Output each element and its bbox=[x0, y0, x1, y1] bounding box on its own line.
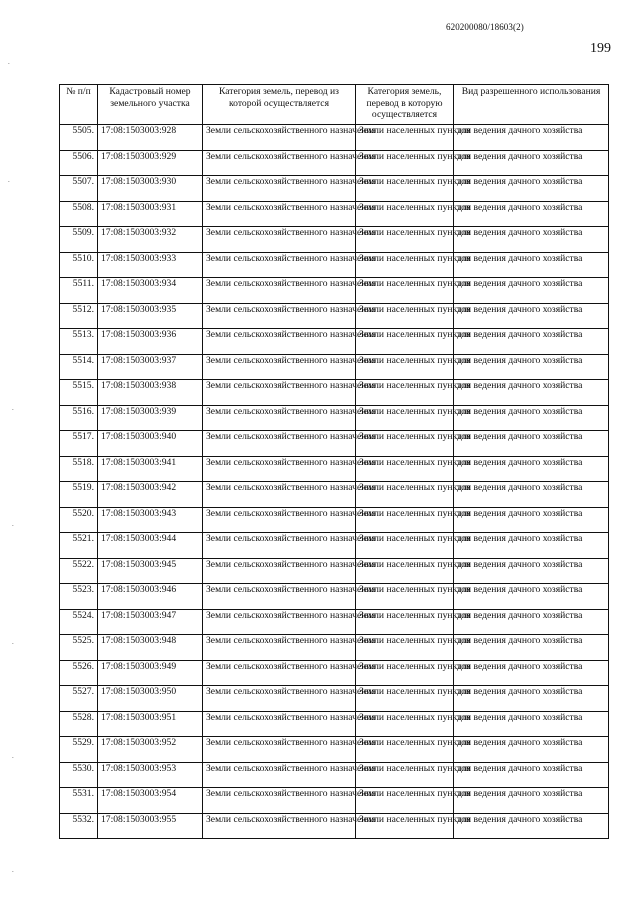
cadastral-number: 17:08:1503003:948 bbox=[98, 635, 203, 661]
header-row bbox=[60, 85, 609, 125]
category-from: Земли сельскохозяйственного назначения bbox=[203, 354, 356, 380]
category-to: Земли населенных пунктов bbox=[356, 660, 454, 686]
category-from: Земли сельскохозяйственного назначения bbox=[203, 558, 356, 584]
cadastral-number: 17:08:1503003:941 bbox=[98, 456, 203, 482]
row-number: 5505. bbox=[60, 125, 98, 151]
permitted-use: для ведения дачного хозяйства bbox=[454, 762, 609, 788]
category-to: Земли населенных пунктов bbox=[356, 482, 454, 508]
cadastral-number: 17:08:1503003:929 bbox=[98, 150, 203, 176]
category-from: Земли сельскохозяйственного назначения bbox=[203, 609, 356, 635]
row-number: 5518. bbox=[60, 456, 98, 482]
category-to: Земли населенных пунктов bbox=[356, 329, 454, 355]
row-number: 5506. bbox=[60, 150, 98, 176]
category-from: Земли сельскохозяйственного назначения bbox=[203, 405, 356, 431]
land-registry-table bbox=[59, 84, 609, 839]
permitted-use: для ведения дачного хозяйства bbox=[454, 252, 609, 278]
row-number: 5521. bbox=[60, 533, 98, 559]
table-row bbox=[60, 788, 609, 814]
row-number: 5515. bbox=[60, 380, 98, 406]
category-from: Земли сельскохозяйственного назначения bbox=[203, 788, 356, 814]
cadastral-number: 17:08:1503003:931 bbox=[98, 201, 203, 227]
row-number: 5530. bbox=[60, 762, 98, 788]
category-to: Земли населенных пунктов bbox=[356, 558, 454, 584]
category-from: Земли сельскохозяйственного назначения bbox=[203, 125, 356, 151]
table-row bbox=[60, 762, 609, 788]
permitted-use: для ведения дачного хозяйства bbox=[454, 737, 609, 763]
row-number: 5519. bbox=[60, 482, 98, 508]
permitted-use: для ведения дачного хозяйства bbox=[454, 456, 609, 482]
table-row bbox=[60, 329, 609, 355]
scan-artifact: . bbox=[12, 520, 14, 528]
scan-artifact: . bbox=[8, 176, 10, 184]
row-number: 5528. bbox=[60, 711, 98, 737]
cadastral-number: 17:08:1503003:928 bbox=[98, 125, 203, 151]
row-number: 5529. bbox=[60, 737, 98, 763]
category-from: Земли сельскохозяйственного назначения bbox=[203, 711, 356, 737]
table-row bbox=[60, 686, 609, 712]
permitted-use: для ведения дачного хозяйства bbox=[454, 431, 609, 457]
column-header-category-from: Категория земель, перевод из которой осуществляется bbox=[203, 85, 356, 125]
table-row bbox=[60, 354, 609, 380]
cadastral-number: 17:08:1503003:943 bbox=[98, 507, 203, 533]
category-to: Земли населенных пунктов bbox=[356, 278, 454, 304]
category-from: Земли сельскохозяйственного назначения bbox=[203, 201, 356, 227]
category-to: Земли населенных пунктов bbox=[356, 125, 454, 151]
cadastral-number: 17:08:1503003:952 bbox=[98, 737, 203, 763]
document-code: 620200080/18603(2) bbox=[446, 22, 524, 32]
table-row bbox=[60, 252, 609, 278]
permitted-use: для ведения дачного хозяйства bbox=[454, 329, 609, 355]
cadastral-number: 17:08:1503003:937 bbox=[98, 354, 203, 380]
column-header-cadastral: Кадастровый номер земельного участка bbox=[98, 85, 203, 125]
cadastral-number: 17:08:1503003:936 bbox=[98, 329, 203, 355]
table-row bbox=[60, 635, 609, 661]
cadastral-number: 17:08:1503003:947 bbox=[98, 609, 203, 635]
category-to: Земли населенных пунктов bbox=[356, 609, 454, 635]
scan-artifact: . bbox=[12, 638, 14, 646]
row-number: 5516. bbox=[60, 405, 98, 431]
category-from: Земли сельскохозяйственного назначения bbox=[203, 584, 356, 610]
permitted-use: для ведения дачного хозяйства bbox=[454, 558, 609, 584]
category-to: Земли населенных пунктов bbox=[356, 788, 454, 814]
category-from: Земли сельскохозяйственного назначения bbox=[203, 380, 356, 406]
row-number: 5527. bbox=[60, 686, 98, 712]
table-row bbox=[60, 813, 609, 839]
permitted-use: для ведения дачного хозяйства bbox=[454, 150, 609, 176]
category-to: Земли населенных пунктов bbox=[356, 686, 454, 712]
table-row bbox=[60, 660, 609, 686]
permitted-use: для ведения дачного хозяйства bbox=[454, 507, 609, 533]
cadastral-number: 17:08:1503003:930 bbox=[98, 176, 203, 202]
page-number: 199 bbox=[590, 41, 611, 56]
permitted-use: для ведения дачного хозяйства bbox=[454, 482, 609, 508]
permitted-use: для ведения дачного хозяйства bbox=[454, 660, 609, 686]
cadastral-number: 17:08:1503003:934 bbox=[98, 278, 203, 304]
cadastral-number: 17:08:1503003:949 bbox=[98, 660, 203, 686]
category-from: Земли сельскохозяйственного назначения bbox=[203, 329, 356, 355]
table-row bbox=[60, 405, 609, 431]
cadastral-number: 17:08:1503003:954 bbox=[98, 788, 203, 814]
permitted-use: для ведения дачного хозяйства bbox=[454, 354, 609, 380]
row-number: 5523. bbox=[60, 584, 98, 610]
cadastral-number: 17:08:1503003:951 bbox=[98, 711, 203, 737]
category-from: Земли сельскохозяйственного назначения bbox=[203, 252, 356, 278]
cadastral-number: 17:08:1503003:953 bbox=[98, 762, 203, 788]
category-from: Земли сельскохозяйственного назначения bbox=[203, 762, 356, 788]
row-number: 5511. bbox=[60, 278, 98, 304]
cadastral-number: 17:08:1503003:940 bbox=[98, 431, 203, 457]
category-to: Земли населенных пунктов bbox=[356, 533, 454, 559]
category-from: Земли сельскохозяйственного назначения bbox=[203, 533, 356, 559]
category-to: Земли населенных пунктов bbox=[356, 711, 454, 737]
category-from: Земли сельскохозяйственного назначения bbox=[203, 150, 356, 176]
row-number: 5520. bbox=[60, 507, 98, 533]
permitted-use: для ведения дачного хозяйства bbox=[454, 278, 609, 304]
category-from: Земли сельскохозяйственного назначения bbox=[203, 660, 356, 686]
category-from: Земли сельскохозяйственного назначения bbox=[203, 227, 356, 253]
column-header-number: № п/п bbox=[60, 85, 98, 125]
cadastral-number: 17:08:1503003:938 bbox=[98, 380, 203, 406]
table-row bbox=[60, 584, 609, 610]
permitted-use: для ведения дачного хозяйства bbox=[454, 813, 609, 839]
permitted-use: для ведения дачного хозяйства bbox=[454, 711, 609, 737]
column-header-permitted-use: Вид разрешенного использования bbox=[454, 85, 609, 125]
permitted-use: для ведения дачного хозяйства bbox=[454, 125, 609, 151]
table-row bbox=[60, 431, 609, 457]
category-to: Земли населенных пунктов bbox=[356, 584, 454, 610]
category-to: Земли населенных пунктов bbox=[356, 456, 454, 482]
permitted-use: для ведения дачного хозяйства bbox=[454, 609, 609, 635]
row-number: 5524. bbox=[60, 609, 98, 635]
category-to: Земли населенных пунктов bbox=[356, 405, 454, 431]
table-row bbox=[60, 176, 609, 202]
category-to: Земли населенных пунктов bbox=[356, 201, 454, 227]
cadastral-number: 17:08:1503003:950 bbox=[98, 686, 203, 712]
row-number: 5526. bbox=[60, 660, 98, 686]
cadastral-number: 17:08:1503003:935 bbox=[98, 303, 203, 329]
category-to: Земли населенных пунктов bbox=[356, 507, 454, 533]
category-from: Земли сельскохозяйственного назначения bbox=[203, 456, 356, 482]
table-body bbox=[60, 125, 609, 839]
category-to: Земли населенных пунктов bbox=[356, 813, 454, 839]
permitted-use: для ведения дачного хозяйства bbox=[454, 584, 609, 610]
table-row bbox=[60, 278, 609, 304]
scan-artifact: . bbox=[12, 866, 14, 874]
permitted-use: для ведения дачного хозяйства bbox=[454, 303, 609, 329]
permitted-use: для ведения дачного хозяйства bbox=[454, 227, 609, 253]
row-number: 5508. bbox=[60, 201, 98, 227]
permitted-use: для ведения дачного хозяйства bbox=[454, 686, 609, 712]
scan-artifact: . bbox=[8, 58, 10, 66]
category-to: Земли населенных пунктов bbox=[356, 354, 454, 380]
category-to: Земли населенных пунктов bbox=[356, 252, 454, 278]
cadastral-number: 17:08:1503003:955 bbox=[98, 813, 203, 839]
column-header-category-to: Категория земель, перевод в которую осуществляется bbox=[356, 85, 454, 125]
row-number: 5531. bbox=[60, 788, 98, 814]
category-from: Земли сельскохозяйственного назначения bbox=[203, 303, 356, 329]
scan-artifact: . bbox=[12, 404, 14, 412]
row-number: 5507. bbox=[60, 176, 98, 202]
row-number: 5514. bbox=[60, 354, 98, 380]
cadastral-number: 17:08:1503003:933 bbox=[98, 252, 203, 278]
row-number: 5509. bbox=[60, 227, 98, 253]
category-from: Земли сельскохозяйственного назначения bbox=[203, 431, 356, 457]
cadastral-number: 17:08:1503003:942 bbox=[98, 482, 203, 508]
category-to: Земли населенных пунктов bbox=[356, 303, 454, 329]
row-number: 5512. bbox=[60, 303, 98, 329]
table-row bbox=[60, 558, 609, 584]
cadastral-number: 17:08:1503003:945 bbox=[98, 558, 203, 584]
table-row bbox=[60, 456, 609, 482]
category-to: Земли населенных пунктов bbox=[356, 150, 454, 176]
cadastral-number: 17:08:1503003:946 bbox=[98, 584, 203, 610]
table-row bbox=[60, 482, 609, 508]
table-row bbox=[60, 507, 609, 533]
cadastral-number: 17:08:1503003:944 bbox=[98, 533, 203, 559]
permitted-use: для ведения дачного хозяйства bbox=[454, 533, 609, 559]
category-to: Земли населенных пунктов bbox=[356, 635, 454, 661]
permitted-use: для ведения дачного хозяйства bbox=[454, 201, 609, 227]
scan-artifact: . bbox=[12, 752, 14, 760]
table-row bbox=[60, 380, 609, 406]
row-number: 5517. bbox=[60, 431, 98, 457]
table-row bbox=[60, 227, 609, 253]
table-row bbox=[60, 533, 609, 559]
category-from: Земли сельскохозяйственного назначения bbox=[203, 507, 356, 533]
category-to: Земли населенных пунктов bbox=[356, 227, 454, 253]
permitted-use: для ведения дачного хозяйства bbox=[454, 788, 609, 814]
permitted-use: для ведения дачного хозяйства bbox=[454, 380, 609, 406]
table-row bbox=[60, 711, 609, 737]
category-to: Земли населенных пунктов bbox=[356, 737, 454, 763]
category-from: Земли сельскохозяйственного назначения bbox=[203, 176, 356, 202]
row-number: 5525. bbox=[60, 635, 98, 661]
category-from: Земли сельскохозяйственного назначения bbox=[203, 635, 356, 661]
category-to: Земли населенных пунктов bbox=[356, 176, 454, 202]
table-row bbox=[60, 201, 609, 227]
permitted-use: для ведения дачного хозяйства bbox=[454, 635, 609, 661]
table-row bbox=[60, 150, 609, 176]
table-row bbox=[60, 125, 609, 151]
category-from: Земли сельскохозяйственного назначения bbox=[203, 482, 356, 508]
cadastral-number: 17:08:1503003:932 bbox=[98, 227, 203, 253]
permitted-use: для ведения дачного хозяйства bbox=[454, 176, 609, 202]
category-to: Земли населенных пунктов bbox=[356, 762, 454, 788]
category-from: Земли сельскохозяйственного назначения bbox=[203, 278, 356, 304]
row-number: 5522. bbox=[60, 558, 98, 584]
cadastral-number: 17:08:1503003:939 bbox=[98, 405, 203, 431]
category-from: Земли сельскохозяйственного назначения bbox=[203, 686, 356, 712]
category-from: Земли сельскохозяйственного назначения bbox=[203, 813, 356, 839]
table-header bbox=[60, 85, 609, 125]
row-number: 5513. bbox=[60, 329, 98, 355]
category-to: Земли населенных пунктов bbox=[356, 380, 454, 406]
category-to: Земли населенных пунктов bbox=[356, 431, 454, 457]
table-row bbox=[60, 737, 609, 763]
permitted-use: для ведения дачного хозяйства bbox=[454, 405, 609, 431]
table-row bbox=[60, 609, 609, 635]
row-number: 5532. bbox=[60, 813, 98, 839]
table-row bbox=[60, 303, 609, 329]
row-number: 5510. bbox=[60, 252, 98, 278]
category-from: Земли сельскохозяйственного назначения bbox=[203, 737, 356, 763]
